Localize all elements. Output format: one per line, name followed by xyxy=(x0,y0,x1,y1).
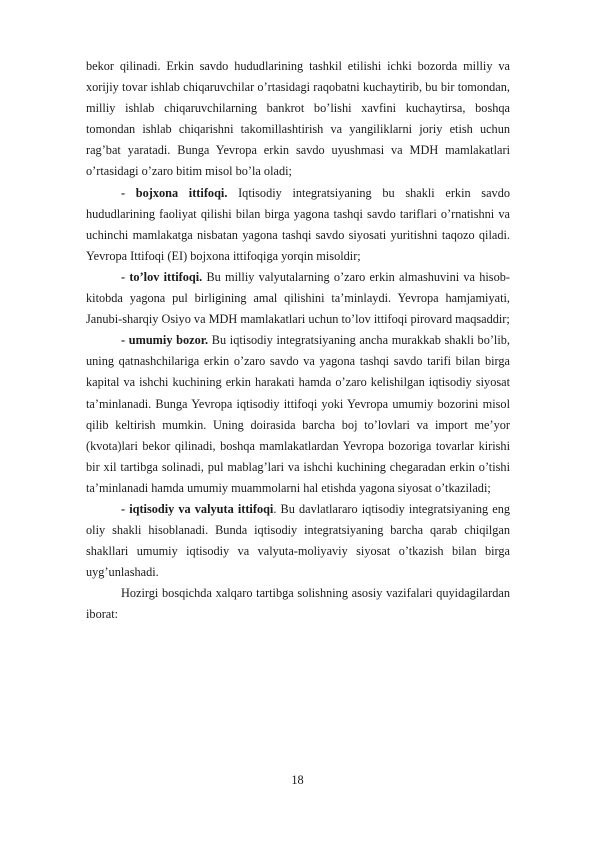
paragraph-current-stage xyxy=(86,583,510,625)
page-number: 18 xyxy=(291,773,304,787)
paragraph-economic-monetary-union xyxy=(86,499,510,583)
term-common-market: - umumiy bozor. xyxy=(121,333,209,348)
paragraph-common-market xyxy=(86,330,510,499)
paragraph-text: . Bu davlatlararo iqtisodiy integratsiyaning eng oliy shakli hisoblanadi. Bunda iqtisodiy integratsiyaning barcha qarab chiqilgan shakllari umumiy iqtisodiy va valyuta-moliyaviy siyosat o’tkazish bilan birga uyg’unlashadi. xyxy=(86,501,510,580)
term-customs-union: - bojxona ittifoqi. xyxy=(121,185,228,200)
paragraph-text: Hozirgi bosqichda xalqaro tartibga solishning asosiy vazifalari quyidagilardan iborat: xyxy=(86,586,510,622)
paragraph-text: Bu iqtisodiy integratsiyaning ancha murakkab shakli bo’lib, uning qatnashchilariga erkin o’zaro savdo va yagona tashqi savdo tarifi bilan birga kapital va ishchi kuchining erkin harakati hamda o’zaro kelishilgan iqtisodiy siyosat ta’minlanadi. Bunga Yevropa iqtisodiy ittifoqi yoki Yevropa umumiy bozorini misol qilib keltirish mumkin. Uning doirasida barcha boj to’lovlari va import me’yor (kvota)lari bekor qilinadi, boshqa mamlakatlardan Yevropa bozoriga tovarlar kirishi bir xil tartibga solinadi, pul mablag’lari va ishchi kuchining chegaradan erkin o’tishi ta’minlanadi hamda umumiy muammolarni hal etishda yagona siyosat o’tkaziladi; xyxy=(86,333,510,495)
paragraph-customs-union xyxy=(86,183,510,267)
paragraph-text: Bu milliy valyutalarning o’zaro erkin almashuvini va hisob-kitobda yagona pul birligining amal qilishini ta’minlaydi. Yevropa hamjamiyati, Janubi-sharqiy Osiyo va MDH mamlakatlari uchun to’lov ittifoqi pirovard maqsaddir; xyxy=(86,269,510,327)
term-economic-monetary-union: - iqtisodiy va valyuta ittifoqi xyxy=(121,501,274,516)
page-body xyxy=(86,56,510,626)
paragraph-payment-union xyxy=(86,267,510,330)
paragraph-text: bekor qilinadi. Erkin savdo hududlarining tashkil etilishi ichki bozorda milliy va xorijiy tovar ishlab chiqaruvchilar o’rtasidagi raqobatni kuchaytirib, bu bir tomondan, milliy ishlab chiqaruvchilarning bankrot bo’lishi xavfini kuchaytirsa, boshqa tomondan ishlab chiqarishni takomillashtirish va yangiliklarni joriy etish uchun rag’bat yaratadi. Bunga Yevropa erkin savdo uyushmasi va MDH mamlakatlari o’rtasidagi o’zaro bitim misol bo’la oladi; xyxy=(86,59,510,179)
paragraph-text: Iqtisodiy integratsiyaning bu shakli erkin savdo hududlarining faoliyat qilishi bilan birga yagona tashqi savdo tariflari o’rnatishni va uchinchi mamlakatga nisbatan yagona tashqi savdo siyosati yuritishni taqozo qiladi. Yevropa Ittifoqi (EI) bojxona ittifoqiga yorqin misoldir; xyxy=(86,185,510,263)
paragraph-free-trade-continuation xyxy=(86,56,510,183)
term-payment-union: - to’lov ittifoqi. xyxy=(121,269,203,284)
